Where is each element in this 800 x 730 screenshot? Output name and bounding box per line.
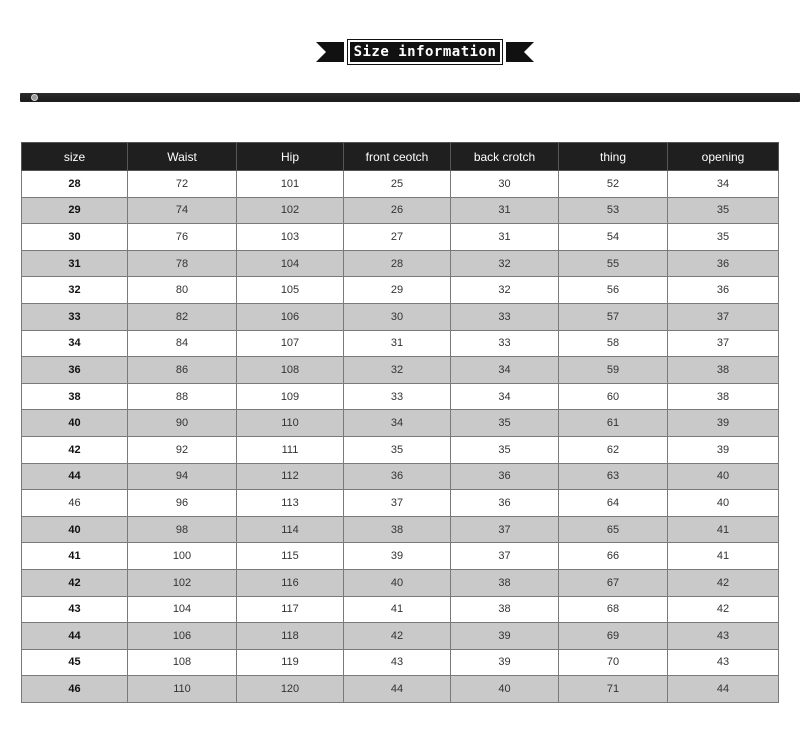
table-cell: 31 — [451, 197, 559, 224]
table-cell: 108 — [128, 649, 237, 676]
table-row — [22, 490, 779, 517]
size-cell: 32 — [22, 277, 128, 304]
table-cell: 36 — [668, 277, 779, 304]
size-cell: 42 — [22, 436, 128, 463]
table-cell: 39 — [451, 623, 559, 650]
table-cell: 39 — [668, 436, 779, 463]
table-cell: 113 — [237, 490, 344, 517]
table-cell: 36 — [668, 250, 779, 277]
table-cell: 105 — [237, 277, 344, 304]
table-cell: 67 — [559, 569, 668, 596]
title-banner — [0, 34, 800, 70]
table-cell: 37 — [451, 543, 559, 570]
size-cell: 29 — [22, 197, 128, 224]
table-cell: 55 — [559, 250, 668, 277]
table-cell: 103 — [237, 224, 344, 251]
size-cell: 42 — [22, 569, 128, 596]
table-cell: 118 — [237, 623, 344, 650]
table-row — [22, 410, 779, 437]
table-cell: 63 — [559, 463, 668, 490]
size-cell: 45 — [22, 649, 128, 676]
table-cell: 64 — [559, 490, 668, 517]
column-header: Hip — [237, 143, 344, 171]
table-cell: 111 — [237, 436, 344, 463]
table-cell: 80 — [128, 277, 237, 304]
table-cell: 36 — [344, 463, 451, 490]
table-cell: 41 — [668, 543, 779, 570]
table-cell: 82 — [128, 303, 237, 330]
table-cell: 34 — [668, 171, 779, 198]
size-chart-table — [21, 142, 779, 703]
table-cell: 90 — [128, 410, 237, 437]
table-cell: 34 — [451, 357, 559, 384]
table-cell: 41 — [344, 596, 451, 623]
table-cell: 27 — [344, 224, 451, 251]
table-header-row — [22, 143, 779, 171]
table-cell: 36 — [451, 490, 559, 517]
title-ribbon — [316, 40, 534, 64]
table-row — [22, 303, 779, 330]
table-cell: 60 — [559, 383, 668, 410]
table-cell: 59 — [559, 357, 668, 384]
table-cell: 30 — [344, 303, 451, 330]
table-cell: 110 — [237, 410, 344, 437]
size-cell: 28 — [22, 171, 128, 198]
column-header: opening — [668, 143, 779, 171]
table-row — [22, 197, 779, 224]
table-cell: 43 — [668, 649, 779, 676]
table-cell: 38 — [668, 383, 779, 410]
table-row — [22, 436, 779, 463]
table-cell: 56 — [559, 277, 668, 304]
table-cell: 34 — [451, 383, 559, 410]
table-cell: 101 — [237, 171, 344, 198]
size-cell: 38 — [22, 383, 128, 410]
table-cell: 35 — [451, 410, 559, 437]
table-cell: 109 — [237, 383, 344, 410]
table-row — [22, 623, 779, 650]
table-cell: 43 — [668, 623, 779, 650]
table-cell: 39 — [668, 410, 779, 437]
table-cell: 68 — [559, 596, 668, 623]
table-cell: 35 — [668, 197, 779, 224]
table-cell: 42 — [668, 596, 779, 623]
table-cell: 40 — [668, 490, 779, 517]
table-cell: 104 — [237, 250, 344, 277]
table-cell: 53 — [559, 197, 668, 224]
table-cell: 30 — [451, 171, 559, 198]
column-header: front ceotch — [344, 143, 451, 171]
table-cell: 25 — [344, 171, 451, 198]
table-row — [22, 516, 779, 543]
column-header: Waist — [128, 143, 237, 171]
size-cell: 33 — [22, 303, 128, 330]
table-cell: 38 — [668, 357, 779, 384]
table-cell: 74 — [128, 197, 237, 224]
table-row — [22, 676, 779, 703]
table-cell: 96 — [128, 490, 237, 517]
table-cell: 54 — [559, 224, 668, 251]
table-cell: 35 — [451, 436, 559, 463]
table-cell: 33 — [451, 303, 559, 330]
table-cell: 42 — [668, 569, 779, 596]
table-cell: 119 — [237, 649, 344, 676]
table-cell: 37 — [668, 330, 779, 357]
table-cell: 28 — [344, 250, 451, 277]
column-header: back crotch — [451, 143, 559, 171]
page-title: Size information — [348, 40, 502, 64]
table-cell: 70 — [559, 649, 668, 676]
table-body — [22, 171, 779, 703]
table-cell: 65 — [559, 516, 668, 543]
table-cell: 94 — [128, 463, 237, 490]
size-cell: 40 — [22, 516, 128, 543]
table-cell: 62 — [559, 436, 668, 463]
table-cell: 40 — [451, 676, 559, 703]
table-cell: 116 — [237, 569, 344, 596]
column-header: thing — [559, 143, 668, 171]
column-header: size — [22, 143, 128, 171]
table-row — [22, 330, 779, 357]
table-cell: 43 — [344, 649, 451, 676]
table-row — [22, 357, 779, 384]
table-cell: 44 — [668, 676, 779, 703]
table-cell: 42 — [344, 623, 451, 650]
table-cell: 52 — [559, 171, 668, 198]
table-cell: 84 — [128, 330, 237, 357]
table-cell: 36 — [451, 463, 559, 490]
table-row — [22, 649, 779, 676]
table-cell: 32 — [451, 277, 559, 304]
table-cell: 39 — [344, 543, 451, 570]
table-row — [22, 463, 779, 490]
table-cell: 102 — [237, 197, 344, 224]
table-cell: 57 — [559, 303, 668, 330]
table-cell: 76 — [128, 224, 237, 251]
table-cell: 31 — [344, 330, 451, 357]
table-cell: 104 — [128, 596, 237, 623]
table-cell: 61 — [559, 410, 668, 437]
size-cell: 40 — [22, 410, 128, 437]
table-cell: 38 — [451, 569, 559, 596]
table-cell: 34 — [344, 410, 451, 437]
size-cell: 44 — [22, 463, 128, 490]
table-cell: 106 — [237, 303, 344, 330]
table-cell: 37 — [344, 490, 451, 517]
table-cell: 69 — [559, 623, 668, 650]
size-cell: 44 — [22, 623, 128, 650]
table-cell: 40 — [344, 569, 451, 596]
divider-dot-icon — [31, 94, 38, 101]
table-row — [22, 250, 779, 277]
table-cell: 120 — [237, 676, 344, 703]
table-cell: 31 — [451, 224, 559, 251]
table-cell: 114 — [237, 516, 344, 543]
table-cell: 39 — [451, 649, 559, 676]
table-cell: 58 — [559, 330, 668, 357]
table-cell: 37 — [668, 303, 779, 330]
table-cell: 32 — [344, 357, 451, 384]
table-cell: 35 — [668, 224, 779, 251]
table-row — [22, 171, 779, 198]
table-cell: 38 — [344, 516, 451, 543]
table-cell: 110 — [128, 676, 237, 703]
table-row — [22, 224, 779, 251]
table-cell: 37 — [451, 516, 559, 543]
table-cell: 72 — [128, 171, 237, 198]
table-cell: 26 — [344, 197, 451, 224]
table-cell: 41 — [668, 516, 779, 543]
table-row — [22, 596, 779, 623]
table-cell: 66 — [559, 543, 668, 570]
table-cell: 107 — [237, 330, 344, 357]
size-cell: 46 — [22, 676, 128, 703]
table-row — [22, 569, 779, 596]
size-cell: 36 — [22, 357, 128, 384]
table-cell: 117 — [237, 596, 344, 623]
table-cell: 98 — [128, 516, 237, 543]
table-cell: 35 — [344, 436, 451, 463]
table-cell: 78 — [128, 250, 237, 277]
table-cell: 92 — [128, 436, 237, 463]
table-cell: 112 — [237, 463, 344, 490]
table-cell: 88 — [128, 383, 237, 410]
table-row — [22, 383, 779, 410]
size-cell: 41 — [22, 543, 128, 570]
table-cell: 40 — [668, 463, 779, 490]
size-cell: 31 — [22, 250, 128, 277]
table-row — [22, 543, 779, 570]
size-cell: 43 — [22, 596, 128, 623]
table-cell: 33 — [344, 383, 451, 410]
table-cell: 106 — [128, 623, 237, 650]
table-cell: 44 — [344, 676, 451, 703]
table-cell: 108 — [237, 357, 344, 384]
table-cell: 29 — [344, 277, 451, 304]
table-cell: 33 — [451, 330, 559, 357]
size-cell: 34 — [22, 330, 128, 357]
table-cell: 38 — [451, 596, 559, 623]
size-cell: 46 — [22, 490, 128, 517]
size-cell: 30 — [22, 224, 128, 251]
table-cell: 86 — [128, 357, 237, 384]
divider-bar — [20, 93, 800, 102]
table-cell: 71 — [559, 676, 668, 703]
table-cell: 102 — [128, 569, 237, 596]
table-cell: 115 — [237, 543, 344, 570]
table-row — [22, 277, 779, 304]
table-cell: 32 — [451, 250, 559, 277]
table-cell: 100 — [128, 543, 237, 570]
